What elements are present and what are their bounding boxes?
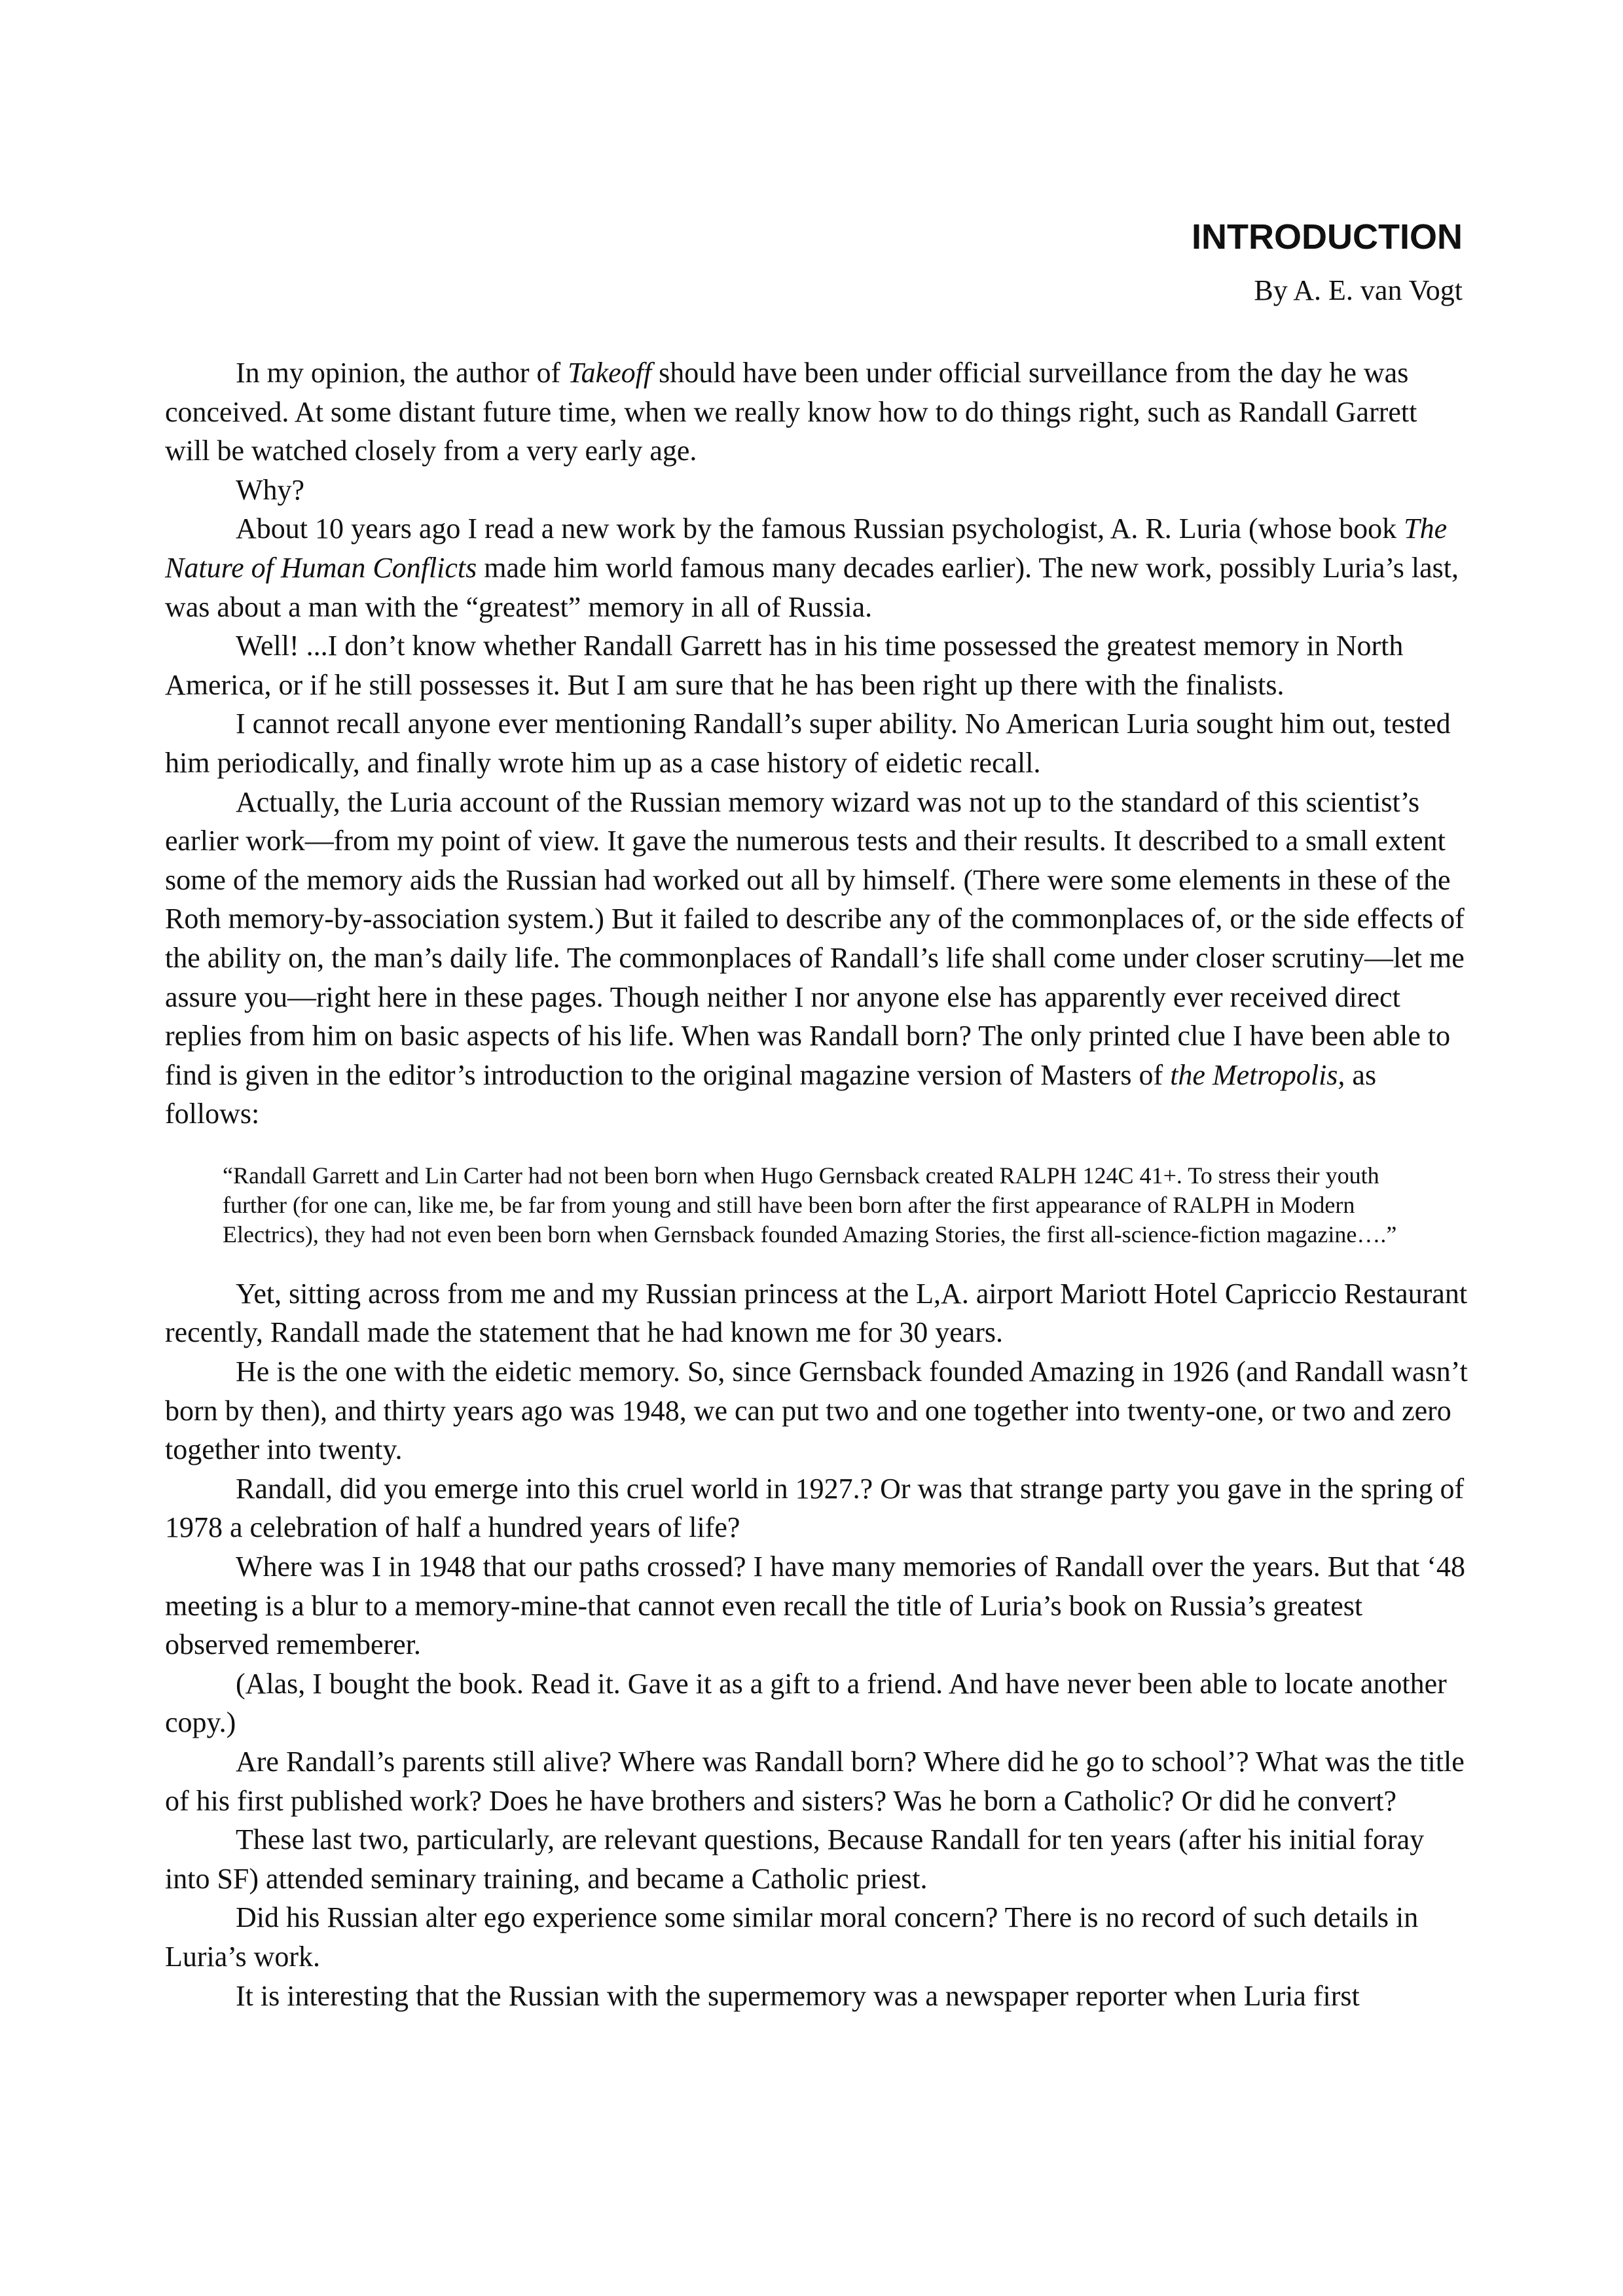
paragraph (165, 1352, 1468, 1469)
paragraph (165, 1547, 1468, 1664)
paragraph (165, 1898, 1468, 1976)
text-run: Actually, the Luria account of the Russian memory wizard was not up to the standard of this scientist’s earlier work—from my point of view. It gave the numerous tests and their results. It described to a small extent some of the memory aids the Russian had worked out all by himself. (There were some elements in these of the Roth memory-by-association system.) But it failed to describe any of the commonplaces of, or the side effects of the ability on, the man’s daily life. The commonplaces of Randall’s life shall come under closer scrutiny—let me assure you—right here in these pages. Though neither I nor anyone else has apparently ever received direct replies from him on basic aspects of his life. When was Randall born? The only printed clue I have been able to find is given in the editor’s introduction to the original magazine version of Masters of (165, 785, 1465, 1091)
author-byline: By A. E. van Vogt (1254, 274, 1463, 306)
text-run: made him world famous many decades earlier). The new work, possibly Luria’s last, was about a man with the “greatest” memory in all of Russia. (165, 551, 1459, 623)
text-run: These last two, particularly, are relevant questions, Because Randall for ten years (after his initial foray into SF) attended seminary training, and became a Catholic priest. (165, 1823, 1425, 1895)
text-run: (Alas, I bought the book. Read it. Gave it as a gift to a friend. And have never been able to locate another copy.) (165, 1667, 1447, 1739)
text-run: Well! ...I don’t know whether Randall Garrett has in his time possessed the greatest memory in North America, or if he still possesses it. But I am sure that he has been right up there with the finalists. (165, 630, 1404, 701)
chapter-title: INTRODUCTION (1192, 217, 1463, 257)
text-run: He is the one with the eidetic memory. So, since Gernsback founded Amazing in 1926 (and Randall wasn’t born by then), and thirty years ago was 1948, we can put two and one together into twenty-one, or two and zero together into twenty. (165, 1355, 1468, 1466)
italic-title: the Metropolis, (1170, 1058, 1345, 1091)
block-quote: “Randall Garrett and Lin Carter had not been born when Hugo Gernsback created RALPH 124C 41+. To stress their youth further (for one can, like me, be far from young and still have been born after the first appearance of RALPH in Modern Electrics), they had not even been born when Gernsback founded Amazing Stories, the first all-science-fiction magazine….” (223, 1162, 1397, 1247)
paragraph (165, 1469, 1468, 1547)
text-run: Are Randall’s parents still alive? Where was Randall born? Where did he go to school’? What was the title of his first published work? Does he have brothers and sisters? Was he born a Catholic? Or did he convert? (165, 1746, 1465, 1817)
paragraph (165, 353, 1468, 471)
paragraph (165, 1274, 1468, 1352)
text-run: Where was I in 1948 that our paths crossed? I have many memories of Randall over the years. But that ‘48 meeting is a blur to a memory-mine-that cannot even recall the title of Luria’s book on Russia’s greatest observed rememberer. (165, 1551, 1465, 1661)
text-run: I cannot recall anyone ever mentioning Randall’s super ability. No American Luria sought him out, tested him periodically, and finally wrote him up as a case history of eidetic recall. (165, 708, 1451, 779)
paragraphs-after-quote (165, 1274, 1468, 2015)
paragraph (165, 471, 1468, 510)
text-run: as follows: (165, 1058, 1377, 1130)
chapter-header (1192, 216, 1463, 309)
text-run: Yet, sitting across from me and my Russian princess at the L,A. airport Mariott Hotel Capriccio Restaurant recently, Randall made the statement that he had known me for 30 years. (165, 1277, 1468, 1349)
paragraph (165, 1820, 1468, 1898)
text-run: Why? (236, 473, 305, 506)
text-run: should have been under official surveillance from the day he was conceived. At some distant future time, when we really know how to do things right, such as Randall Garrett will be watched closely from a very early age. (165, 357, 1417, 467)
text-run: It is interesting that the Russian with the supermemory was a newspaper reporter when Luria first (236, 1979, 1360, 2012)
italic-title: Takeoff (568, 357, 652, 389)
paragraph (165, 1742, 1468, 1820)
body-text (165, 353, 1468, 2015)
paragraph (165, 509, 1468, 626)
text-run: Did his Russian alter ego experience some similar moral concern? There is no record of such details in Luria’s work. (165, 1901, 1419, 1973)
text-run: Randall, did you emerge into this cruel world in 1927.? Or was that strange party you gave in the spring of 1978 a celebration of half a hundred years of life? (165, 1472, 1465, 1544)
paragraph (165, 1664, 1468, 1742)
italic-title: The Nature of Human Conflicts (165, 512, 1448, 584)
paragraph (165, 1977, 1468, 2016)
text-run: In my opinion, the author of (236, 357, 568, 389)
paragraph (165, 783, 1468, 1134)
paragraph (165, 626, 1468, 704)
paragraph (165, 704, 1468, 782)
text-run: About 10 years ago I read a new work by the famous Russian psychologist, A. R. Luria (whose book (236, 512, 1404, 545)
paragraphs-before-quote (165, 353, 1468, 1134)
